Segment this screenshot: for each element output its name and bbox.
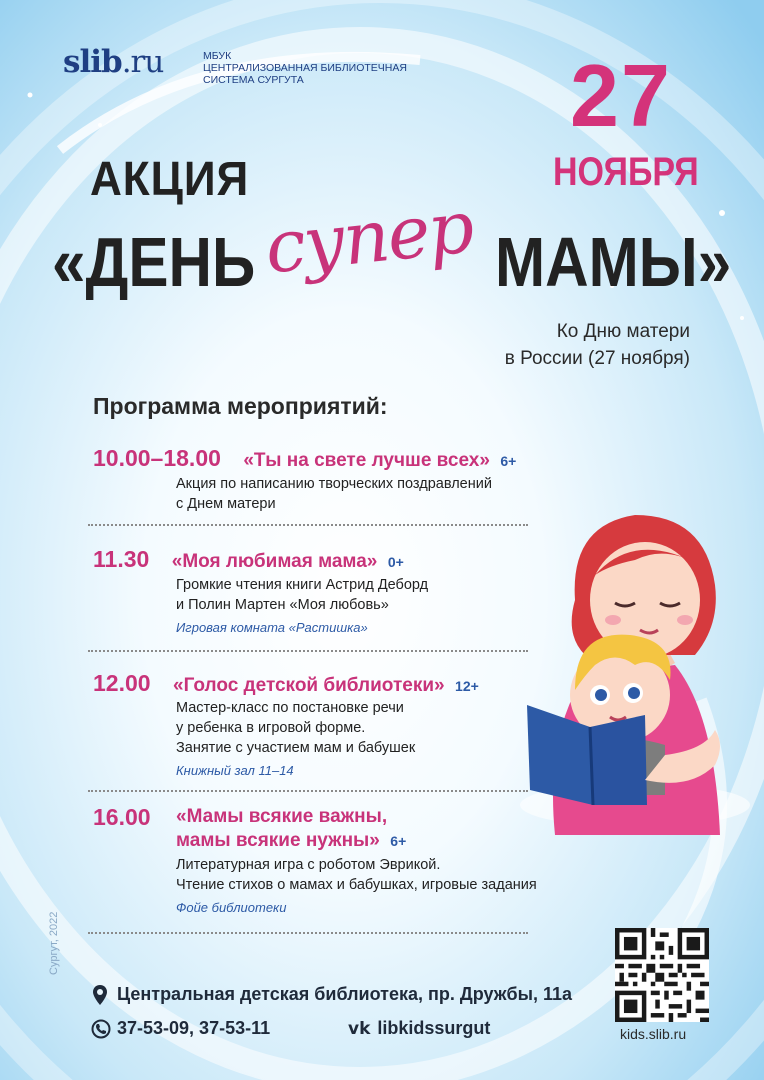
title-accent: супер	[261, 184, 476, 290]
desc-line: Громкие чтения книги Астрид Деборд	[176, 577, 429, 593]
event-title: «Ты на свете лучше всех»	[243, 450, 490, 471]
divider	[88, 524, 528, 526]
age-rating: 12+	[455, 678, 479, 694]
event-description	[176, 698, 415, 781]
event	[93, 804, 151, 831]
logo	[63, 44, 163, 80]
org-line: ЦЕНТРАЛИЗОВАННАЯ БИБЛИОТЕЧНАЯ	[203, 62, 407, 74]
desc-line: у ребенка в игровой форме.	[176, 720, 366, 736]
vk-icon: vk	[348, 1018, 371, 1039]
event-title: «Моя любимая мама»	[171, 551, 378, 572]
occasion-line: в России (27 ноября)	[504, 348, 690, 369]
occasion	[468, 318, 690, 372]
program-heading: Программа мероприятий:	[93, 393, 388, 419]
qr-code[interactable]	[615, 928, 709, 1022]
location-pin-icon	[93, 985, 107, 1005]
divider	[88, 790, 528, 792]
org-line: МБУК	[203, 50, 232, 62]
event-title-line: мамы всякие нужны»	[176, 830, 380, 851]
vk-handle[interactable]: libkidssurgut	[377, 1018, 491, 1038]
phone-icon	[91, 1019, 111, 1039]
title-part2: МАМЫ»	[495, 223, 732, 301]
event	[93, 546, 404, 573]
title-part1: «ДЕНЬ	[52, 223, 256, 301]
year-note: Сургут, 2022	[48, 911, 60, 975]
desc-line: Литературная игра с роботом Эврикой.	[176, 857, 441, 873]
event-time: 16.00	[93, 804, 151, 830]
age-rating: 6+	[390, 833, 407, 849]
logo-brand: slib	[63, 44, 122, 80]
desc-line: и Полин Мартен «Моя любовь»	[176, 597, 389, 613]
age-rating: 6+	[500, 453, 517, 469]
desc-line: Мастер-класс по постановке речи	[176, 700, 404, 716]
event	[93, 445, 516, 472]
event-title	[176, 805, 406, 854]
event-description	[176, 474, 492, 514]
address-row	[93, 984, 572, 1005]
website-link[interactable]: kids.slib.ru	[620, 1026, 687, 1042]
org-line: СИСТЕМА СУРГУТА	[203, 74, 304, 86]
desc-line: с Днем матери	[176, 496, 276, 512]
event-place: Игровая комната «Растишка»	[176, 620, 368, 635]
event-time: 11.30	[93, 546, 150, 572]
event-time: 10.00–18.00	[93, 445, 221, 471]
divider	[88, 650, 528, 652]
event-title: «Голос детской библиотеки»	[173, 675, 445, 696]
occasion-line: Ко Дню матери	[556, 321, 690, 342]
event-place: Книжный зал 11–14	[176, 763, 294, 778]
org-name	[203, 50, 407, 86]
desc-line: Занятие с участием мам и бабушек	[176, 740, 416, 756]
date-month: НОЯБРЯ	[553, 150, 699, 194]
phone-row	[91, 1018, 270, 1039]
age-rating: 0+	[387, 554, 404, 570]
event	[93, 670, 479, 697]
event-place: Фойе библиотеки	[176, 900, 287, 915]
logo-tld: .ru	[121, 44, 164, 80]
vk-row[interactable]	[348, 1018, 490, 1039]
desc-line: Чтение стихов о мамах и бабушках, игровые задания	[176, 877, 537, 893]
desc-line: Акция по написанию творческих поздравлений	[176, 476, 492, 492]
phone-numbers: 37-53-09, 37-53-11	[117, 1018, 271, 1038]
event-title-line: «Мамы всякие важны,	[176, 806, 388, 827]
event-time: 12.00	[93, 670, 151, 696]
event-description	[176, 575, 428, 638]
title-line1: АКЦИЯ	[90, 153, 250, 206]
mother-child-illustration	[515, 505, 750, 835]
address: Центральная детская библиотека, пр. Дружбы, 11а	[117, 984, 572, 1004]
date-day: 27	[570, 46, 672, 145]
event-description	[176, 855, 537, 918]
divider	[88, 932, 528, 934]
